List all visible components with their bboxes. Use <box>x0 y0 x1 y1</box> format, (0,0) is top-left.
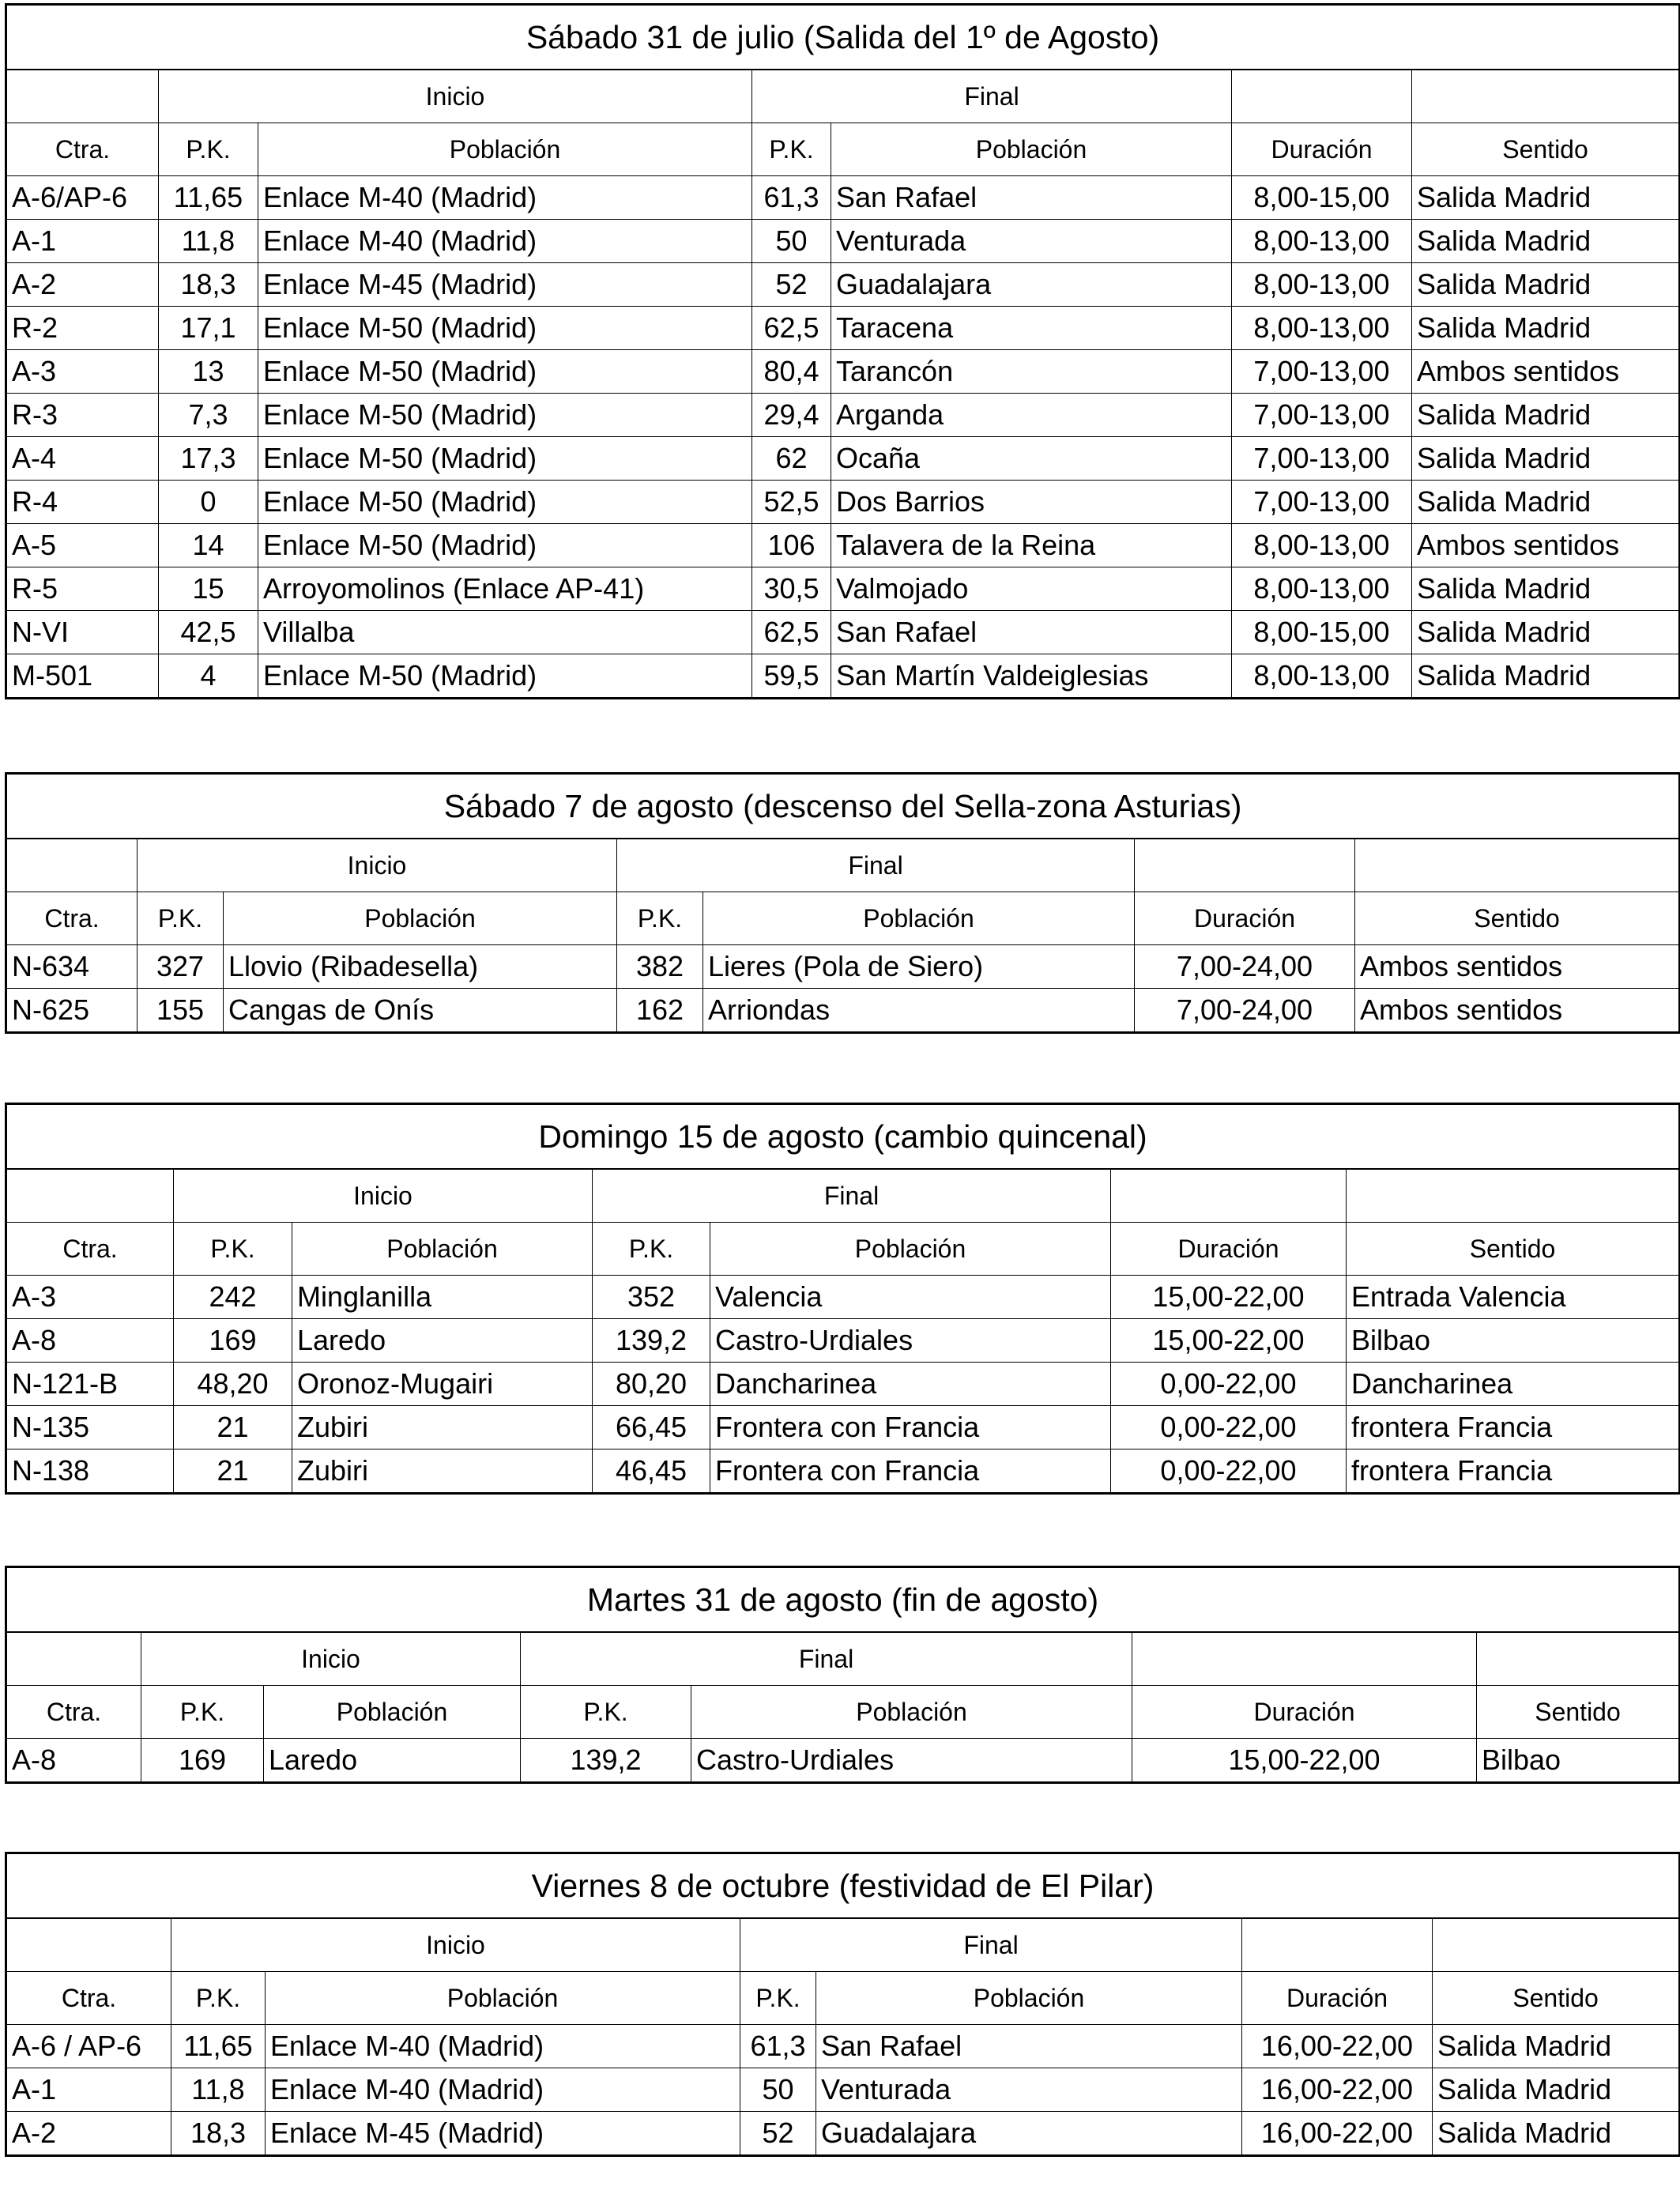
road-cell: A-6/AP-6 <box>6 176 159 220</box>
direction-cell: Salida Madrid <box>1412 263 1680 307</box>
start-town-cell: Villalba <box>258 611 752 654</box>
duration-cell: 7,00-24,00 <box>1135 989 1355 1033</box>
column-header-row <box>6 1972 1680 2025</box>
duration-cell: 8,00-13,00 <box>1232 654 1412 699</box>
end-town-cell: San Rafael <box>831 176 1232 220</box>
column-header-ctra: Ctra. <box>6 1223 174 1276</box>
title-row <box>6 1104 1680 1170</box>
group-header-empty <box>1111 1169 1347 1223</box>
table-body <box>6 774 1680 1033</box>
column-header-pk: P.K. <box>137 892 224 945</box>
duration-cell: 8,00-13,00 <box>1232 567 1412 611</box>
column-header-ctra: Ctra. <box>6 892 137 945</box>
end-town-cell: Guadalajara <box>831 263 1232 307</box>
end-pk-cell: 52 <box>752 263 831 307</box>
road-cell: R-3 <box>6 394 159 437</box>
start-pk-cell: 7,3 <box>159 394 258 437</box>
end-pk-cell: 61,3 <box>740 2025 816 2068</box>
column-header-duracion: Duración <box>1111 1223 1347 1276</box>
table-row <box>6 524 1680 567</box>
group-header-empty <box>6 1169 174 1223</box>
table-row <box>6 2025 1680 2068</box>
start-pk-cell: 4 <box>159 654 258 699</box>
column-header-ctra: Ctra. <box>6 123 159 176</box>
road-cell: A-8 <box>6 1319 174 1363</box>
direction-cell: Salida Madrid <box>1433 2112 1680 2156</box>
table-title: Domingo 15 de agosto (cambio quincenal) <box>6 1104 1680 1170</box>
start-town-cell: Zubiri <box>292 1406 593 1449</box>
end-pk-cell: 66,45 <box>593 1406 710 1449</box>
column-header-pk: P.K. <box>740 1972 816 2025</box>
end-pk-cell: 382 <box>617 945 703 989</box>
duration-cell: 7,00-13,00 <box>1232 394 1412 437</box>
road-cell: A-2 <box>6 263 159 307</box>
end-pk-cell: 52,5 <box>752 481 831 524</box>
start-pk-cell: 14 <box>159 524 258 567</box>
direction-cell: frontera Francia <box>1347 1449 1680 1494</box>
schedule-table-2 <box>5 772 1680 1034</box>
group-header-empty <box>6 839 137 892</box>
duration-cell: 15,00-22,00 <box>1111 1319 1347 1363</box>
table-row <box>6 263 1680 307</box>
duration-cell: 0,00-22,00 <box>1111 1363 1347 1406</box>
start-pk-cell: 15 <box>159 567 258 611</box>
table-row <box>6 1406 1680 1449</box>
start-pk-cell: 42,5 <box>159 611 258 654</box>
start-town-cell: Llovio (Ribadesella) <box>224 945 617 989</box>
start-pk-cell: 13 <box>159 350 258 394</box>
table-row <box>6 350 1680 394</box>
end-town-cell: Arganda <box>831 394 1232 437</box>
start-pk-cell: 11,8 <box>171 2068 266 2112</box>
end-pk-cell: 30,5 <box>752 567 831 611</box>
start-town-cell: Enlace M-50 (Madrid) <box>258 437 752 481</box>
start-pk-cell: 11,8 <box>159 220 258 263</box>
start-town-cell: Laredo <box>264 1739 521 1783</box>
column-header-sentido: Sentido <box>1412 123 1680 176</box>
end-town-cell: Dancharinea <box>710 1363 1111 1406</box>
direction-cell: Ambos sentidos <box>1355 945 1680 989</box>
road-cell: A-1 <box>6 220 159 263</box>
end-town-cell: Talavera de la Reina <box>831 524 1232 567</box>
schedule-table-3 <box>5 1103 1680 1495</box>
end-pk-cell: 29,4 <box>752 394 831 437</box>
road-cell: A-2 <box>6 2112 171 2156</box>
road-cell: N-121-B <box>6 1363 174 1406</box>
group-header-empty <box>1132 1632 1477 1686</box>
group-header-empty <box>1242 1918 1433 1972</box>
start-pk-cell: 18,3 <box>171 2112 266 2156</box>
start-town-cell: Enlace M-40 (Madrid) <box>258 220 752 263</box>
table-row <box>6 481 1680 524</box>
end-town-cell: Arriondas <box>703 989 1135 1033</box>
table-row <box>6 2112 1680 2156</box>
column-header-pk: P.K. <box>141 1686 264 1739</box>
start-pk-cell: 21 <box>174 1449 292 1494</box>
column-header-poblacion: Población <box>703 892 1135 945</box>
duration-cell: 7,00-13,00 <box>1232 350 1412 394</box>
end-town-cell: Frontera con Francia <box>710 1406 1111 1449</box>
column-header-pk: P.K. <box>174 1223 292 1276</box>
table-title: Sábado 7 de agosto (descenso del Sella-zona Asturias) <box>6 774 1680 839</box>
end-pk-cell: 106 <box>752 524 831 567</box>
start-town-cell: Enlace M-40 (Madrid) <box>258 176 752 220</box>
table-row <box>6 654 1680 699</box>
schedule-table-1 <box>5 3 1680 699</box>
column-header-row <box>6 1686 1680 1739</box>
group-header-final: Final <box>617 839 1135 892</box>
column-header-row <box>6 892 1680 945</box>
table-row <box>6 945 1680 989</box>
column-header-poblacion: Población <box>831 123 1232 176</box>
column-header-pk: P.K. <box>593 1223 710 1276</box>
group-header-row <box>6 70 1680 123</box>
end-town-cell: Tarancón <box>831 350 1232 394</box>
end-town-cell: Ocaña <box>831 437 1232 481</box>
start-pk-cell: 169 <box>174 1319 292 1363</box>
start-pk-cell: 18,3 <box>159 263 258 307</box>
group-header-empty <box>6 1918 171 1972</box>
direction-cell: Salida Madrid <box>1412 611 1680 654</box>
road-cell: N-138 <box>6 1449 174 1494</box>
duration-cell: 8,00-13,00 <box>1232 220 1412 263</box>
start-town-cell: Enlace M-45 (Madrid) <box>266 2112 740 2156</box>
group-header-inicio: Inicio <box>137 839 617 892</box>
direction-cell: Salida Madrid <box>1412 567 1680 611</box>
direction-cell: Ambos sentidos <box>1412 350 1680 394</box>
start-town-cell: Enlace M-50 (Madrid) <box>258 481 752 524</box>
table-body <box>6 1853 1680 2156</box>
group-header-empty <box>1412 70 1680 123</box>
table-row <box>6 1449 1680 1494</box>
duration-cell: 8,00-13,00 <box>1232 307 1412 350</box>
start-pk-cell: 0 <box>159 481 258 524</box>
column-header-sentido: Sentido <box>1355 892 1680 945</box>
road-cell: A-3 <box>6 350 159 394</box>
column-header-poblacion: Población <box>292 1223 593 1276</box>
title-row <box>6 774 1680 839</box>
end-town-cell: Valencia <box>710 1276 1111 1319</box>
table-row <box>6 220 1680 263</box>
road-cell: N-VI <box>6 611 159 654</box>
start-town-cell: Enlace M-50 (Madrid) <box>258 394 752 437</box>
group-header-empty <box>1347 1169 1680 1223</box>
group-header-final: Final <box>593 1169 1111 1223</box>
duration-cell: 15,00-22,00 <box>1132 1739 1477 1783</box>
group-header-row <box>6 839 1680 892</box>
group-header-inicio: Inicio <box>171 1918 740 1972</box>
start-pk-cell: 11,65 <box>171 2025 266 2068</box>
start-pk-cell: 48,20 <box>174 1363 292 1406</box>
road-cell: R-4 <box>6 481 159 524</box>
group-header-empty <box>1355 839 1680 892</box>
duration-cell: 8,00-15,00 <box>1232 176 1412 220</box>
direction-cell: Salida Madrid <box>1412 220 1680 263</box>
end-pk-cell: 61,3 <box>752 176 831 220</box>
duration-cell: 15,00-22,00 <box>1111 1276 1347 1319</box>
start-town-cell: Enlace M-50 (Madrid) <box>258 307 752 350</box>
direction-cell: Salida Madrid <box>1412 437 1680 481</box>
column-header-poblacion: Población <box>691 1686 1132 1739</box>
group-header-empty <box>1433 1918 1680 1972</box>
start-pk-cell: 327 <box>137 945 224 989</box>
column-header-pk: P.K. <box>159 123 258 176</box>
table-body <box>6 1567 1680 1783</box>
table-row <box>6 307 1680 350</box>
road-cell: A-3 <box>6 1276 174 1319</box>
duration-cell: 0,00-22,00 <box>1111 1406 1347 1449</box>
column-header-duracion: Duración <box>1232 123 1412 176</box>
end-town-cell: Castro-Urdiales <box>710 1319 1111 1363</box>
start-town-cell: Minglanilla <box>292 1276 593 1319</box>
start-town-cell: Arroyomolinos (Enlace AP-41) <box>258 567 752 611</box>
road-cell: R-2 <box>6 307 159 350</box>
group-header-inicio: Inicio <box>141 1632 521 1686</box>
column-header-pk: P.K. <box>617 892 703 945</box>
table-row <box>6 437 1680 481</box>
direction-cell: Dancharinea <box>1347 1363 1680 1406</box>
column-header-pk: P.K. <box>171 1972 266 2025</box>
group-header-final: Final <box>752 70 1232 123</box>
start-pk-cell: 11,65 <box>159 176 258 220</box>
start-town-cell: Zubiri <box>292 1449 593 1494</box>
column-header-pk: P.K. <box>752 123 831 176</box>
schedule-table-5 <box>5 1852 1680 2157</box>
end-town-cell: Venturada <box>831 220 1232 263</box>
direction-cell: Ambos sentidos <box>1355 989 1680 1033</box>
group-header-final: Final <box>740 1918 1242 1972</box>
column-header-ctra: Ctra. <box>6 1686 141 1739</box>
column-header-poblacion: Población <box>224 892 617 945</box>
direction-cell: frontera Francia <box>1347 1406 1680 1449</box>
group-header-empty <box>6 70 159 123</box>
duration-cell: 8,00-13,00 <box>1232 524 1412 567</box>
table-row <box>6 989 1680 1033</box>
road-cell: N-135 <box>6 1406 174 1449</box>
column-header-duracion: Duración <box>1242 1972 1433 2025</box>
title-row <box>6 1567 1680 1633</box>
end-pk-cell: 139,2 <box>593 1319 710 1363</box>
start-town-cell: Enlace M-40 (Madrid) <box>266 2068 740 2112</box>
road-cell: A-1 <box>6 2068 171 2112</box>
end-pk-cell: 50 <box>740 2068 816 2112</box>
table-row <box>6 1276 1680 1319</box>
duration-cell: 7,00-13,00 <box>1232 437 1412 481</box>
road-cell: M-501 <box>6 654 159 699</box>
column-header-poblacion: Población <box>710 1223 1111 1276</box>
direction-cell: Salida Madrid <box>1412 307 1680 350</box>
group-header-row <box>6 1632 1680 1686</box>
table-body <box>6 5 1680 699</box>
column-header-sentido: Sentido <box>1477 1686 1680 1739</box>
end-town-cell: Guadalajara <box>816 2112 1242 2156</box>
duration-cell: 7,00-13,00 <box>1232 481 1412 524</box>
road-cell: A-5 <box>6 524 159 567</box>
duration-cell: 16,00-22,00 <box>1242 2068 1433 2112</box>
duration-cell: 8,00-15,00 <box>1232 611 1412 654</box>
start-pk-cell: 242 <box>174 1276 292 1319</box>
column-header-pk: P.K. <box>521 1686 691 1739</box>
direction-cell: Salida Madrid <box>1412 176 1680 220</box>
group-header-empty <box>1477 1632 1680 1686</box>
end-pk-cell: 80,20 <box>593 1363 710 1406</box>
column-header-poblacion: Población <box>816 1972 1242 2025</box>
road-cell: R-5 <box>6 567 159 611</box>
table-row <box>6 1739 1680 1783</box>
direction-cell: Entrada Valencia <box>1347 1276 1680 1319</box>
column-header-poblacion: Población <box>258 123 752 176</box>
end-town-cell: Valmojado <box>831 567 1232 611</box>
table-title: Martes 31 de agosto (fin de agosto) <box>6 1567 1680 1633</box>
end-pk-cell: 62,5 <box>752 611 831 654</box>
start-town-cell: Laredo <box>292 1319 593 1363</box>
group-header-empty <box>1135 839 1355 892</box>
group-header-row <box>6 1918 1680 1972</box>
column-header-poblacion: Población <box>264 1686 521 1739</box>
end-town-cell: Taracena <box>831 307 1232 350</box>
table-row <box>6 1363 1680 1406</box>
road-cell: A-4 <box>6 437 159 481</box>
end-town-cell: Dos Barrios <box>831 481 1232 524</box>
direction-cell: Salida Madrid <box>1412 654 1680 699</box>
end-pk-cell: 139,2 <box>521 1739 691 1783</box>
end-pk-cell: 62,5 <box>752 307 831 350</box>
table-row <box>6 1319 1680 1363</box>
start-town-cell: Enlace M-50 (Madrid) <box>258 524 752 567</box>
column-header-row <box>6 123 1680 176</box>
group-header-empty <box>6 1632 141 1686</box>
end-pk-cell: 352 <box>593 1276 710 1319</box>
end-pk-cell: 52 <box>740 2112 816 2156</box>
column-header-row <box>6 1223 1680 1276</box>
start-town-cell: Oronoz-Mugairi <box>292 1363 593 1406</box>
end-town-cell: Castro-Urdiales <box>691 1739 1132 1783</box>
direction-cell: Salida Madrid <box>1433 2068 1680 2112</box>
table-title: Sábado 31 de julio (Salida del 1º de Agosto) <box>6 5 1680 70</box>
title-row <box>6 5 1680 70</box>
direction-cell: Salida Madrid <box>1412 394 1680 437</box>
end-town-cell: Frontera con Francia <box>710 1449 1111 1494</box>
column-header-duracion: Duración <box>1135 892 1355 945</box>
start-pk-cell: 17,1 <box>159 307 258 350</box>
start-town-cell: Cangas de Onís <box>224 989 617 1033</box>
start-pk-cell: 17,3 <box>159 437 258 481</box>
table-body <box>6 1104 1680 1494</box>
column-header-ctra: Ctra. <box>6 1972 171 2025</box>
end-pk-cell: 62 <box>752 437 831 481</box>
end-pk-cell: 50 <box>752 220 831 263</box>
end-pk-cell: 46,45 <box>593 1449 710 1494</box>
duration-cell: 16,00-22,00 <box>1242 2025 1433 2068</box>
road-cell: N-634 <box>6 945 137 989</box>
start-town-cell: Enlace M-50 (Madrid) <box>258 654 752 699</box>
table-row <box>6 394 1680 437</box>
title-row <box>6 1853 1680 1919</box>
direction-cell: Bilbao <box>1477 1739 1680 1783</box>
schedule-table-4 <box>5 1566 1680 1784</box>
start-pk-cell: 21 <box>174 1406 292 1449</box>
group-header-row <box>6 1169 1680 1223</box>
road-cell: A-8 <box>6 1739 141 1783</box>
duration-cell: 0,00-22,00 <box>1111 1449 1347 1494</box>
group-header-empty <box>1232 70 1412 123</box>
end-town-cell: San Rafael <box>831 611 1232 654</box>
end-pk-cell: 162 <box>617 989 703 1033</box>
duration-cell: 8,00-13,00 <box>1232 263 1412 307</box>
road-cell: A-6 / AP-6 <box>6 2025 171 2068</box>
end-pk-cell: 80,4 <box>752 350 831 394</box>
group-header-inicio: Inicio <box>159 70 752 123</box>
direction-cell: Ambos sentidos <box>1412 524 1680 567</box>
end-town-cell: San Rafael <box>816 2025 1242 2068</box>
column-header-sentido: Sentido <box>1433 1972 1680 2025</box>
table-row <box>6 567 1680 611</box>
column-header-duracion: Duración <box>1132 1686 1477 1739</box>
end-town-cell: San Martín Valdeiglesias <box>831 654 1232 699</box>
start-town-cell: Enlace M-45 (Madrid) <box>258 263 752 307</box>
table-row <box>6 611 1680 654</box>
direction-cell: Salida Madrid <box>1433 2025 1680 2068</box>
column-header-poblacion: Población <box>266 1972 740 2025</box>
start-pk-cell: 155 <box>137 989 224 1033</box>
direction-cell: Salida Madrid <box>1412 481 1680 524</box>
end-town-cell: Lieres (Pola de Siero) <box>703 945 1135 989</box>
group-header-inicio: Inicio <box>174 1169 593 1223</box>
end-town-cell: Venturada <box>816 2068 1242 2112</box>
road-cell: N-625 <box>6 989 137 1033</box>
group-header-final: Final <box>521 1632 1132 1686</box>
duration-cell: 16,00-22,00 <box>1242 2112 1433 2156</box>
table-row <box>6 176 1680 220</box>
end-pk-cell: 59,5 <box>752 654 831 699</box>
column-header-sentido: Sentido <box>1347 1223 1680 1276</box>
direction-cell: Bilbao <box>1347 1319 1680 1363</box>
duration-cell: 7,00-24,00 <box>1135 945 1355 989</box>
start-pk-cell: 169 <box>141 1739 264 1783</box>
table-row <box>6 2068 1680 2112</box>
start-town-cell: Enlace M-50 (Madrid) <box>258 350 752 394</box>
start-town-cell: Enlace M-40 (Madrid) <box>266 2025 740 2068</box>
table-title: Viernes 8 de octubre (festividad de El Pilar) <box>6 1853 1680 1919</box>
